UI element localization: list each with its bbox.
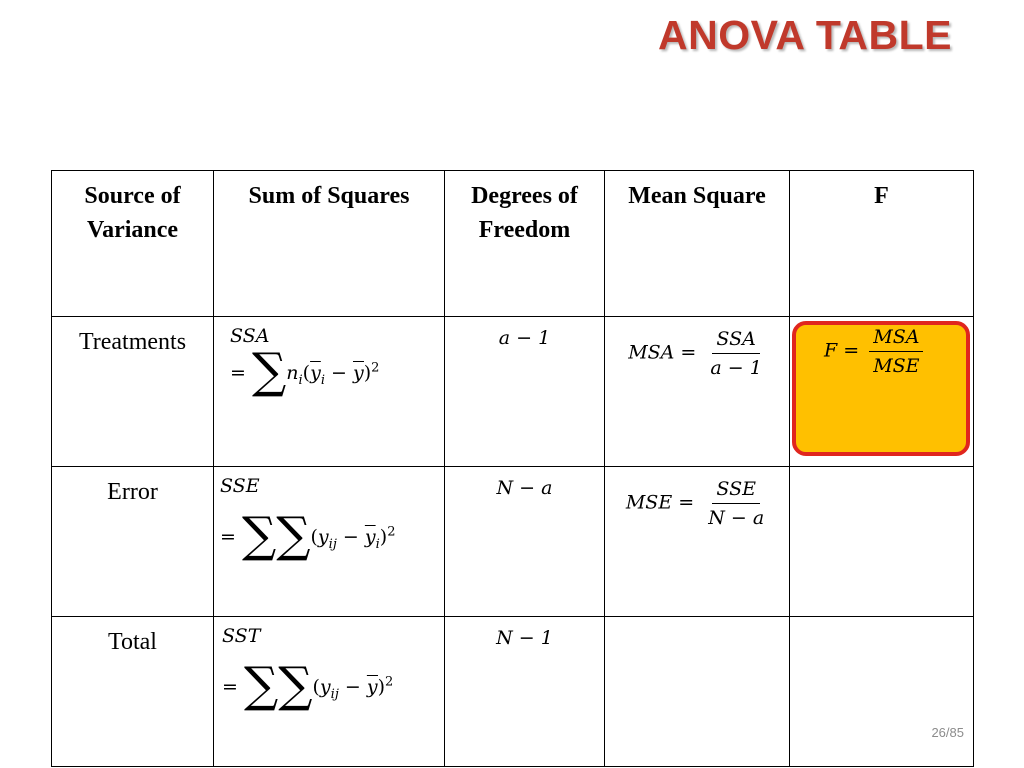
source-error: Error bbox=[52, 467, 214, 617]
table-row bbox=[52, 467, 974, 617]
header-sum-of-squares: Sum of Squares bbox=[214, 171, 445, 317]
source-treatments: Treatments bbox=[52, 317, 214, 467]
header-source bbox=[52, 171, 214, 317]
f-lhs: F = bbox=[824, 339, 860, 362]
f-formula bbox=[824, 325, 924, 378]
ms-numerator: SSA bbox=[712, 327, 759, 354]
df-error: N − a bbox=[445, 467, 605, 617]
f-total bbox=[790, 617, 974, 767]
ms-denominator: a − 1 bbox=[710, 357, 762, 379]
ss-name: SSE bbox=[220, 475, 260, 497]
table-header-row bbox=[52, 171, 974, 317]
f-treatments bbox=[790, 317, 974, 467]
ss-error bbox=[214, 467, 445, 617]
header-dof-line1: Degrees of bbox=[471, 183, 578, 209]
header-mean-square: Mean Square bbox=[605, 171, 790, 317]
ss-treatments bbox=[214, 317, 445, 467]
ms-total bbox=[605, 617, 790, 767]
ss-formula: = $\sum\sum(y_{ij} - \overline{y})^2$ bbox=[222, 657, 394, 713]
page-number: 26/85 bbox=[931, 725, 964, 740]
ss-formula: = $\sum n_i(\overline{y}_i - \overline{y})^2$ bbox=[230, 343, 380, 399]
ms-error bbox=[605, 467, 790, 617]
ss-name: SST bbox=[222, 625, 261, 647]
slide-title: ANOVA TABLE bbox=[657, 12, 952, 58]
header-source-line2: Variance bbox=[86, 217, 179, 243]
header-f: F bbox=[790, 171, 974, 317]
ms-lhs: MSE = bbox=[625, 491, 695, 514]
f-fraction bbox=[869, 325, 923, 378]
header-dof-line2: Freedom bbox=[478, 217, 571, 243]
ms-numerator: SSE bbox=[712, 477, 760, 504]
ms-denominator: N − a bbox=[708, 507, 765, 529]
header-degrees-of-freedom bbox=[445, 171, 605, 317]
f-numerator: MSA bbox=[869, 325, 923, 352]
df-total: N − 1 bbox=[445, 617, 605, 767]
df-treatments: a − 1 bbox=[445, 317, 605, 467]
ms-fraction bbox=[704, 477, 768, 530]
anova-table bbox=[51, 170, 974, 767]
f-error bbox=[790, 467, 974, 617]
f-denominator: MSE bbox=[873, 355, 920, 377]
ss-total bbox=[214, 617, 445, 767]
ms-fraction bbox=[706, 327, 765, 380]
ss-name: SSA bbox=[230, 325, 270, 347]
ms-treatments bbox=[605, 317, 790, 467]
table-row bbox=[52, 317, 974, 467]
ms-lhs: MSA = bbox=[628, 341, 697, 364]
ss-formula: = $\sum\sum(y_{ij} - \overline{y}_i)^2$ bbox=[220, 507, 396, 563]
table-row bbox=[52, 617, 974, 767]
source-total: Total bbox=[52, 617, 214, 767]
header-source-line1: Source of bbox=[84, 183, 181, 209]
